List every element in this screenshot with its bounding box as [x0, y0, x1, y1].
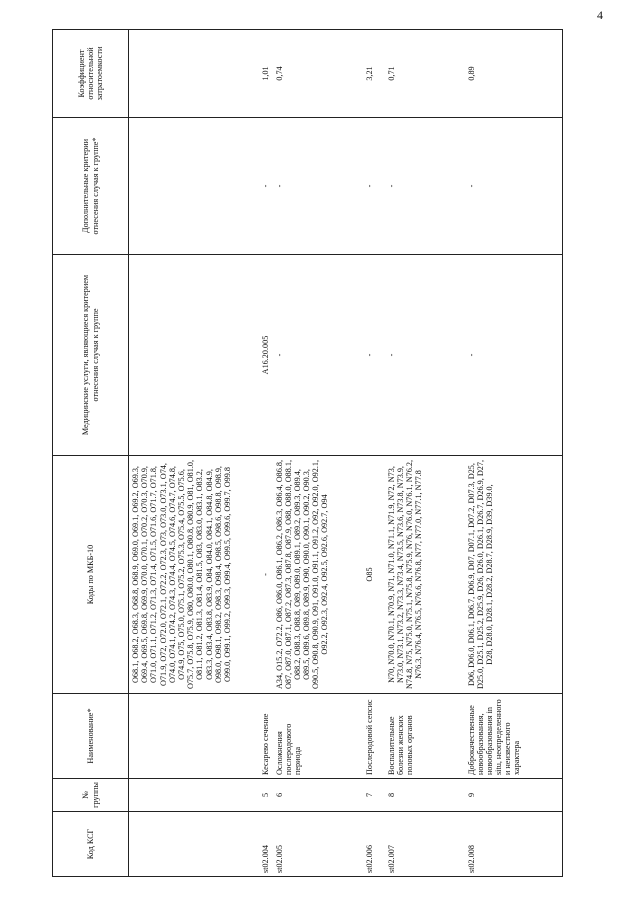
cell-group: 6 — [273, 779, 363, 812]
cell-group: 8 — [385, 779, 465, 812]
cell-code: st02.006 — [363, 812, 385, 877]
cell-icd: N70, N70.0, N70.1, N70.9, N71, N71.0, N71.1, N71.9, N72, N73, N73.0, N73.1, N73.2, N73.3, N73.4, N73.5, N73.6, N73.8, N73.9, N74.8, N75, N75.0, N75.1, N75.8, N75.9, N76, N76.0, N76.1, N76.2, N76.3, N76.4, N76.5, N76.6, N76.8, N77, N77.0, N77.1, N77.8 — [385, 456, 465, 694]
cell-code: st02.004 — [259, 812, 273, 877]
cell-extra: - — [259, 118, 273, 255]
cell-group: 9 — [465, 779, 563, 812]
table-row — [363, 30, 385, 877]
cell-coef: 0,89 — [465, 30, 563, 118]
cell-extra — [129, 118, 259, 255]
cell-coef: 0,74 — [273, 30, 363, 118]
cell-services: - — [363, 255, 385, 456]
cell-group — [129, 779, 259, 812]
cell-group: 5 — [259, 779, 273, 812]
cell-services: A16.20.005 — [259, 255, 273, 456]
cell-services: - — [273, 255, 363, 456]
ksg-table — [52, 29, 563, 877]
header-name: Наименование* — [53, 694, 129, 779]
cell-coef: 3,21 — [363, 30, 385, 118]
cell-name: Послеродовой сепсис — [363, 694, 385, 779]
cell-services: - — [465, 255, 563, 456]
cell-extra: - — [363, 118, 385, 255]
header-code: Код КСГ — [53, 812, 129, 877]
cell-coef: 1,01 — [259, 30, 273, 118]
cell-name: Кесарево сечение — [259, 694, 273, 779]
page-number: 4 — [597, 8, 603, 22]
cell-services — [129, 255, 259, 456]
cell-icd: D06, D06.0, D06.1, D06.7, D06.9, D07, D07.1, D07.2, D07.3, D25, D25.0, D25.1, D25.2, D25.9, D26, D26.0, D26.1, D26.7, D26.9, D27, D28, D28.0, D28.1, D28.2, D28.7, D28.9, D39, D39.0, — [465, 456, 563, 694]
cell-extra: - — [385, 118, 465, 255]
cell-group: 7 — [363, 779, 385, 812]
cell-coef — [129, 30, 259, 118]
cell-icd: - — [259, 456, 273, 694]
cell-code: st02.005 — [273, 812, 363, 877]
header-icd: Коды по МКБ-10 — [53, 456, 129, 694]
cell-icd: A34, O15.2, O72.2, O86, O86.0, O86.1, O86.2, O86.3, O86.4, O86.8, O87, O87.0, O87.1, O87.2, O87.3, O87.8, O87.9, O88, O88.0, O88.1, O88.2, O88.3, O88.8, O89, O89.0, O89.1, O89.2, O89.3, O89.4, O89.5, O89.6, O89.8, O89.9, O90, O90.0, O90.1, O90.2, O90.3, O90.5, O90.8, O90.9, O91, O91.0, O91.1, O91.2, O92, O92.0, O92.1, O92.2, O92.3, O92.4, O92.5, O92.6, O92.7, O94 — [273, 456, 363, 694]
cell-icd: O85 — [363, 456, 385, 694]
cell-name: Осложнения послеродового периода — [273, 694, 363, 779]
cell-name — [129, 694, 259, 779]
cell-services: - — [385, 255, 465, 456]
cell-extra: - — [465, 118, 563, 255]
cell-code: st02.008 — [465, 812, 563, 877]
cell-name: Доброкачественные новообразования, новообразования in situ, неопределенного и неизвестного характера — [465, 694, 563, 779]
cell-extra: - — [273, 118, 363, 255]
table-row — [385, 30, 465, 877]
table-row — [465, 30, 563, 877]
table-row — [259, 30, 273, 877]
table-row — [129, 30, 259, 877]
rotated-table-wrapper — [52, 30, 562, 877]
header-services: Медицинские услуги, являющиеся критерием отнесения случая к группе — [53, 255, 129, 456]
table-row — [273, 30, 363, 877]
table-header-row — [53, 30, 129, 877]
cell-coef: 0,71 — [385, 30, 465, 118]
header-group: № группы — [53, 779, 129, 812]
cell-name: Воспалительные болезни женских половых органов — [385, 694, 465, 779]
header-extra: Дополнительные критерии отнесения случая к группе* — [53, 118, 129, 255]
cell-code: st02.007 — [385, 812, 465, 877]
header-coef: Коэффициент относительной затратоемкости — [53, 30, 129, 118]
cell-icd: O68.1, O68.2, O68.3, O68.8, O68.9, O69.0, O69.1, O69.2, O69.3, O69.4, O69.5, O69.8, O69.9, O70.0, O70.1, O70.2, O70.3, O70.9, O71.0, O71.1, O71.2, O71.3, O71.4, O71.5, O71.6, O71.7, O71.8, O71.9, O72, O72.0, O72.1, O72.2, O72.3, O73, O73.0, O73.1, O74, O74.0, O74.1, O74.2, O74.3, O74.4, O74.5, O74.6, O74.7, O74.8, O74.9, O75, O75.0, O75.1, O75.2, O75.3, O75.4, O75.5, O75.6, O75.7, O75.8, O75.9, O80, O80.0, O80.1, O80.8, O80.9, O81, O81.0, O81.1, O81.2, O81.3, O81.4, O81.5, O83, O83.0, O83.1, O83.2, O83.3, O83.4, O83.8, O83.9, O84, O84.0, O84.1, O84.8, O84.9, O98.0, O98.1, O98.2, O98.3, O98.4, O98.5, O98.6, O98.8, O98.9, O99.0, O99.1, O99.2, O99.3, O99.4, O99.5, O99.6, O99.7, O99.8 — [129, 456, 259, 694]
cell-code — [129, 812, 259, 877]
